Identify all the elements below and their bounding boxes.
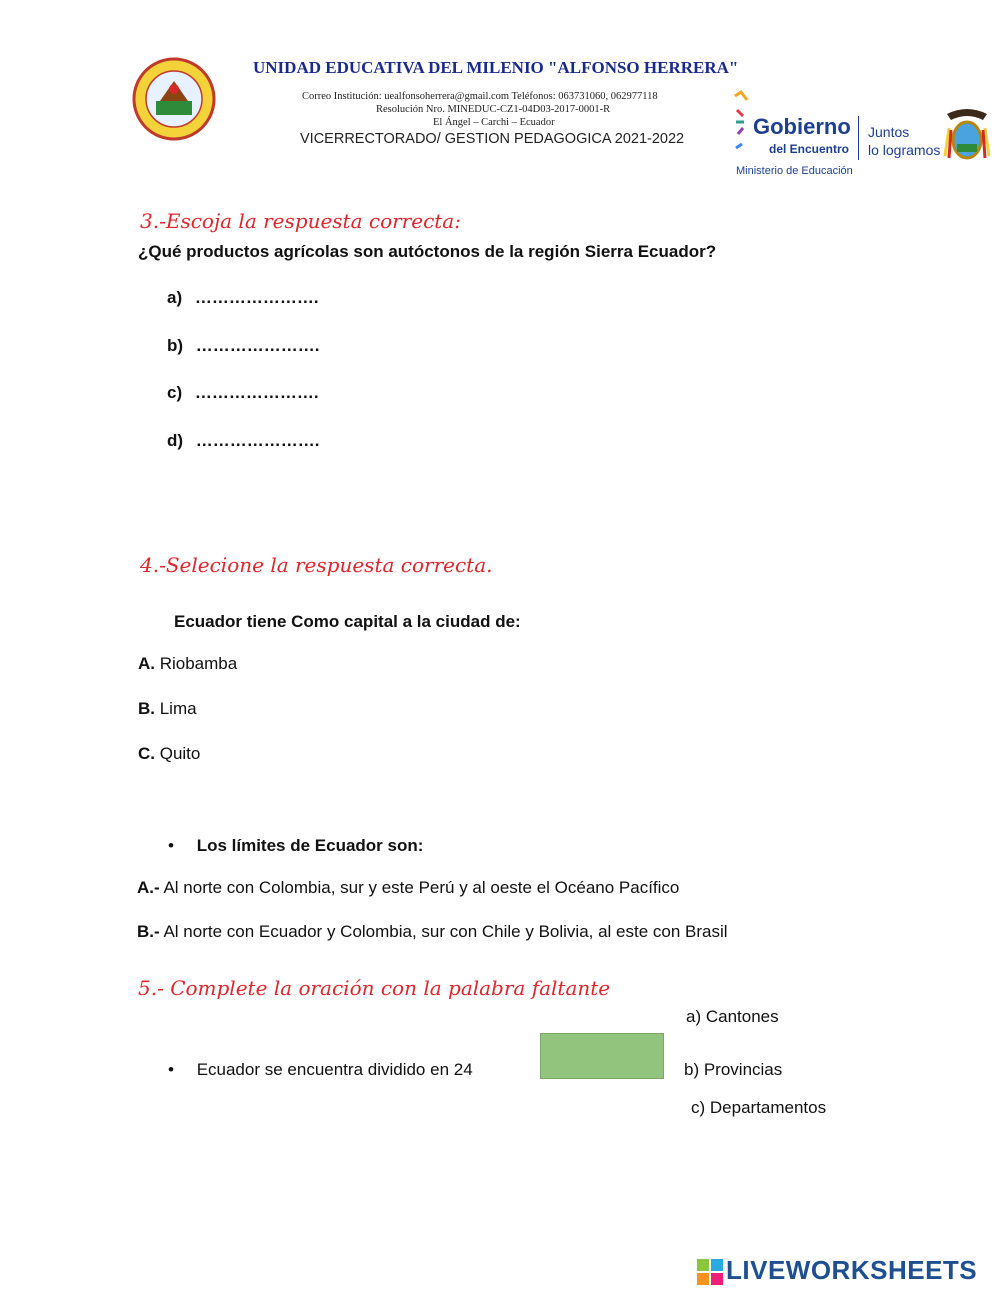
coat-of-arms-icon: [943, 104, 991, 166]
ministerio-text: Ministerio de Educación: [736, 165, 853, 177]
logo-divider: [858, 116, 859, 160]
question-bullet-icon: •: [168, 836, 174, 855]
option-letter: B.: [138, 699, 155, 718]
option-letter: a): [167, 288, 183, 307]
liveworksheets-logo-icon: [697, 1259, 723, 1285]
option-letter: A.-: [137, 878, 160, 897]
capital-option-c[interactable]: [138, 744, 200, 764]
answer-blank[interactable]: ………………….: [195, 336, 320, 355]
option-text: Lima: [155, 699, 197, 718]
answer-blank[interactable]: ………………….: [194, 383, 319, 402]
vice-line: VICERRECTORADO/ GESTION PEDAGOGICA 2021-2022: [300, 131, 685, 147]
del-encuentro-text: del Encuentro: [769, 142, 850, 156]
section-5-title: 5.- Complete la oración con la palabra faltante: [138, 976, 611, 1000]
answer-blank[interactable]: ………………….: [194, 288, 319, 307]
option-text: Al norte con Colombia, sur y este Perú y al oeste el Océano Pacífico: [159, 878, 680, 897]
answer-option-d[interactable]: [167, 431, 320, 451]
section-3-title: 3.-Escoja la respuesta correcta:: [140, 209, 461, 233]
section-4-title: 4.-Selecione la respuesta correcta.: [140, 553, 493, 577]
answer-option-b[interactable]: [167, 336, 320, 356]
answer-drop-box[interactable]: [540, 1033, 664, 1079]
limits-option-a[interactable]: [137, 878, 679, 898]
government-logo: [733, 88, 993, 180]
school-name: UNIDAD EDUCATIVA DEL MILENIO "ALFONSO HERRERA": [253, 58, 739, 77]
limits-question-text: Los límites de Ecuador son:: [196, 836, 424, 855]
juntos-text: Juntos: [868, 124, 910, 140]
option-text: Quito: [155, 744, 201, 763]
answer-option-c[interactable]: [167, 383, 319, 403]
word-option-a[interactable]: a) Cantones: [686, 1007, 779, 1026]
liveworksheets-brand: LIVEWORKSHEETS: [726, 1255, 978, 1285]
sentence: [168, 1060, 473, 1080]
capital-question-text: Ecuador tiene Como capital a la ciudad de:: [174, 612, 521, 631]
capital-option-b[interactable]: [138, 699, 197, 719]
section-3-question: ¿Qué productos agrícolas son autóctonos de la región Sierra Ecuador?: [138, 242, 717, 261]
option-letter: b): [167, 336, 184, 355]
capital-option-a[interactable]: [138, 654, 237, 674]
word-option-c[interactable]: c) Departamentos: [691, 1098, 827, 1117]
answer-blank[interactable]: ………………….: [195, 431, 320, 450]
limits-question: [168, 836, 423, 856]
lo-logramos-text: lo logramos: [868, 142, 941, 158]
contact-line: Correo Institución: uealfonsoherrera@gmail.com Teléfonos: 063731060, 062977118: [302, 91, 658, 102]
school-emblem: [130, 55, 218, 143]
sentence-text: Ecuador se encuentra dividido en 24: [196, 1060, 473, 1079]
option-letter: B.-: [137, 922, 160, 941]
option-letter: c): [167, 383, 183, 402]
word-option-b[interactable]: b) Provincias: [684, 1060, 783, 1079]
option-letter: C.: [138, 744, 155, 763]
capital-question: [168, 612, 521, 632]
resolution-line: Resolución Nro. MINEDUC-CZ1-04D03-2017-0001-R: [376, 104, 611, 115]
answer-option-a[interactable]: [167, 288, 319, 308]
option-letter: A.: [138, 654, 155, 673]
location-line: El Ángel – Carchi – Ecuador: [433, 117, 555, 128]
limits-option-b[interactable]: [137, 922, 728, 942]
option-text: Al norte con Ecuador y Colombia, sur con Chile y Bolivia, al este con Brasil: [159, 922, 728, 941]
gobierno-text: Gobierno: [753, 114, 851, 139]
option-text: Riobamba: [155, 654, 238, 673]
sentence-bullet-icon: •: [168, 1060, 174, 1079]
option-letter: d): [167, 431, 184, 450]
